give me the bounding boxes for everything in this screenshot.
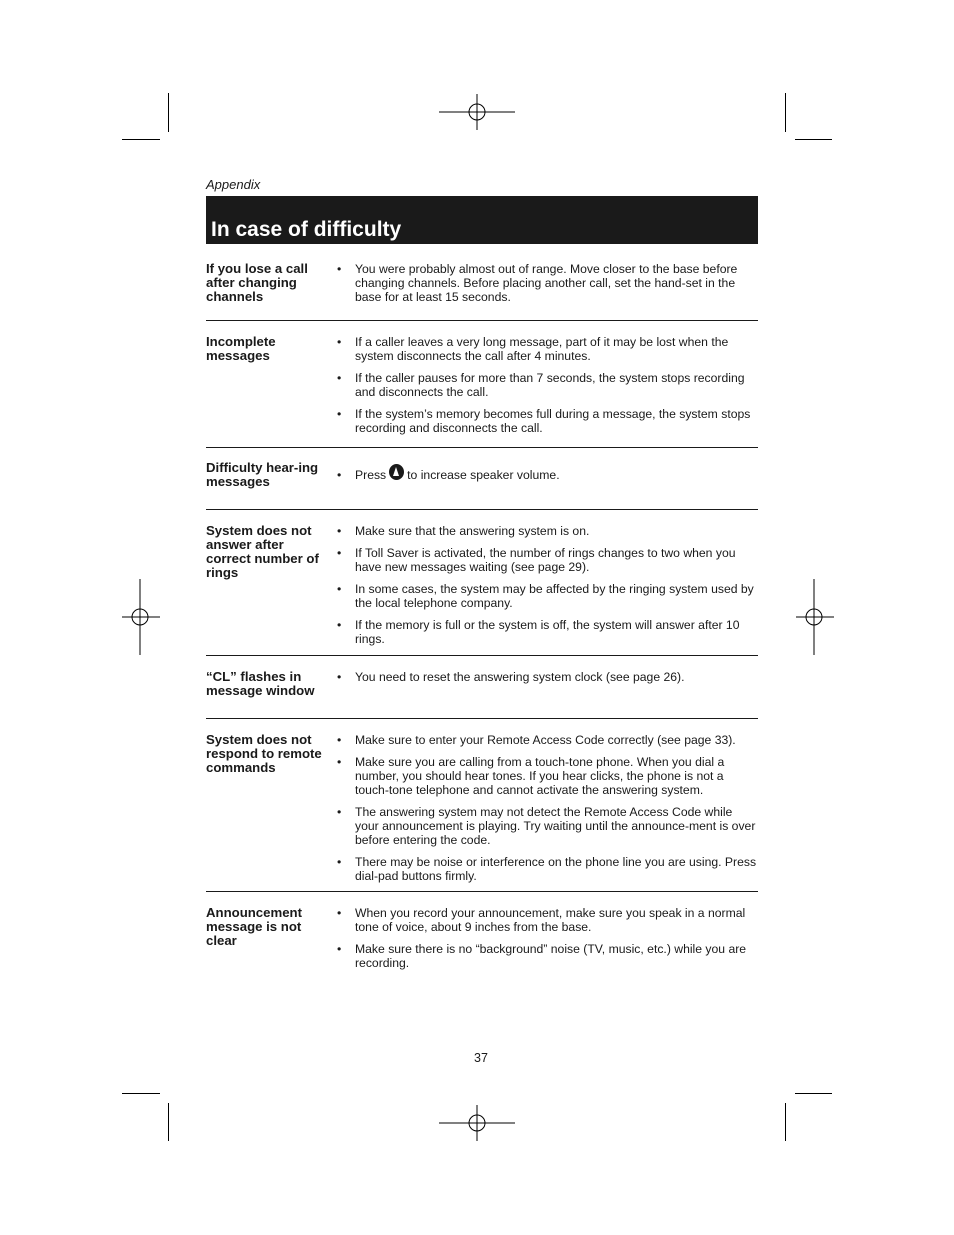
- solution-list: [334, 524, 758, 654]
- solution-item: • Make sure you are calling from a touch-tone phone. When you dial a number, you should hear tones. If you hear clicks, the phone is not a touch-tone telephone and cannot activate the answering system.: [334, 755, 758, 797]
- section-label: Appendix: [206, 177, 261, 192]
- crop-mark: [168, 93, 169, 132]
- crop-mark: [785, 1103, 786, 1141]
- solution-item: • When you record your announcement, make sure you speak in a normal tone of voice, about 9 inches from the base.: [334, 906, 758, 934]
- registration-mark-icon: [439, 74, 515, 150]
- solution-item: • If the system’s memory becomes full during a message, the system stops recording and disconnects the call.: [334, 407, 758, 435]
- problem-heading: “CL” flashes in message window: [206, 669, 315, 698]
- solution-item: • The answering system may not detect the Remote Access Code while your announcement is playing. Try waiting until the announce-ment is over before entering the code.: [334, 805, 758, 847]
- solution-item: • You were probably almost out of range. Move closer to the base before changing channels. Before placing another call, set the hand-set in the base for at least 15 seconds.: [334, 262, 758, 304]
- solution-item: • Make sure that the answering system is on.: [334, 524, 758, 538]
- solution-list: [334, 468, 758, 492]
- problem-heading: If you lose a call after changing channels: [206, 261, 308, 304]
- solution-item: • If a caller leaves a very long message, part of it may be lost when the system disconnects the call after 4 minutes.: [334, 335, 758, 363]
- solution-item: • If Toll Saver is activated, the number of rings changes to two when you have new messages waiting (see page 29).: [334, 546, 758, 574]
- title-bar: [206, 196, 758, 244]
- crop-mark: [122, 1093, 160, 1094]
- page-number: 37: [474, 1051, 488, 1065]
- solution-text: Press: [355, 468, 387, 483]
- registration-mark-icon: [776, 579, 852, 655]
- problem-heading: Difficulty hear-ing messages: [206, 460, 319, 489]
- registration-mark-icon: [102, 579, 178, 655]
- crop-mark: [122, 139, 160, 140]
- crop-mark: [785, 93, 786, 132]
- page-title: In case of difficulty: [211, 218, 402, 241]
- divider: [206, 891, 758, 892]
- crop-mark: [795, 1093, 832, 1094]
- troubleshooting-row: [206, 906, 758, 976]
- solution-list: [334, 733, 758, 891]
- divider: [206, 320, 758, 321]
- solution-list: [334, 262, 758, 312]
- registration-mark-icon: [439, 1085, 515, 1161]
- solution-list: [334, 670, 758, 692]
- solution-item: • Make sure there is no “background” noise (TV, music, etc.) while you are recording.: [334, 942, 758, 970]
- solution-item: • Make sure to enter your Remote Access Code correctly (see page 33).: [334, 733, 758, 747]
- crop-mark: [168, 1103, 169, 1141]
- divider: [206, 655, 758, 656]
- problem-heading: System does not answer after correct number of rings: [206, 523, 319, 580]
- divider: [206, 718, 758, 719]
- solution-item: • If the memory is full or the system is off, the system will answer after 10 rings.: [334, 618, 758, 646]
- problem-heading: Announcement message is not clear: [206, 905, 302, 948]
- crop-mark: [795, 139, 832, 140]
- troubleshooting-row: [206, 262, 758, 321]
- problem-heading: Incomplete messages: [206, 334, 276, 363]
- solution-text: to increase speaker volume.: [407, 468, 560, 483]
- solution-list: [334, 906, 758, 978]
- solution-item: [334, 468, 758, 484]
- solution-list: [334, 335, 758, 443]
- solution-item: • In some cases, the system may be affected by the ringing system used by the local telephone company.: [334, 582, 758, 610]
- troubleshooting-row: [206, 524, 758, 656]
- divider: [206, 447, 758, 448]
- problem-heading: System does not respond to remote commands: [206, 732, 322, 775]
- divider: [206, 509, 758, 510]
- troubleshooting-row: [206, 670, 758, 719]
- troubleshooting-row: [206, 461, 758, 510]
- solution-item: • There may be noise or interference on the phone line you are using. Press dial-pad buttons firmly.: [334, 855, 758, 883]
- troubleshooting-row: [206, 335, 758, 448]
- troubleshooting-row: [206, 733, 758, 892]
- volume-up-icon: [389, 464, 404, 480]
- solution-item: • You need to reset the answering system clock (see page 26).: [334, 670, 758, 684]
- solution-item: • If the caller pauses for more than 7 seconds, the system stops recording and disconnects the call.: [334, 371, 758, 399]
